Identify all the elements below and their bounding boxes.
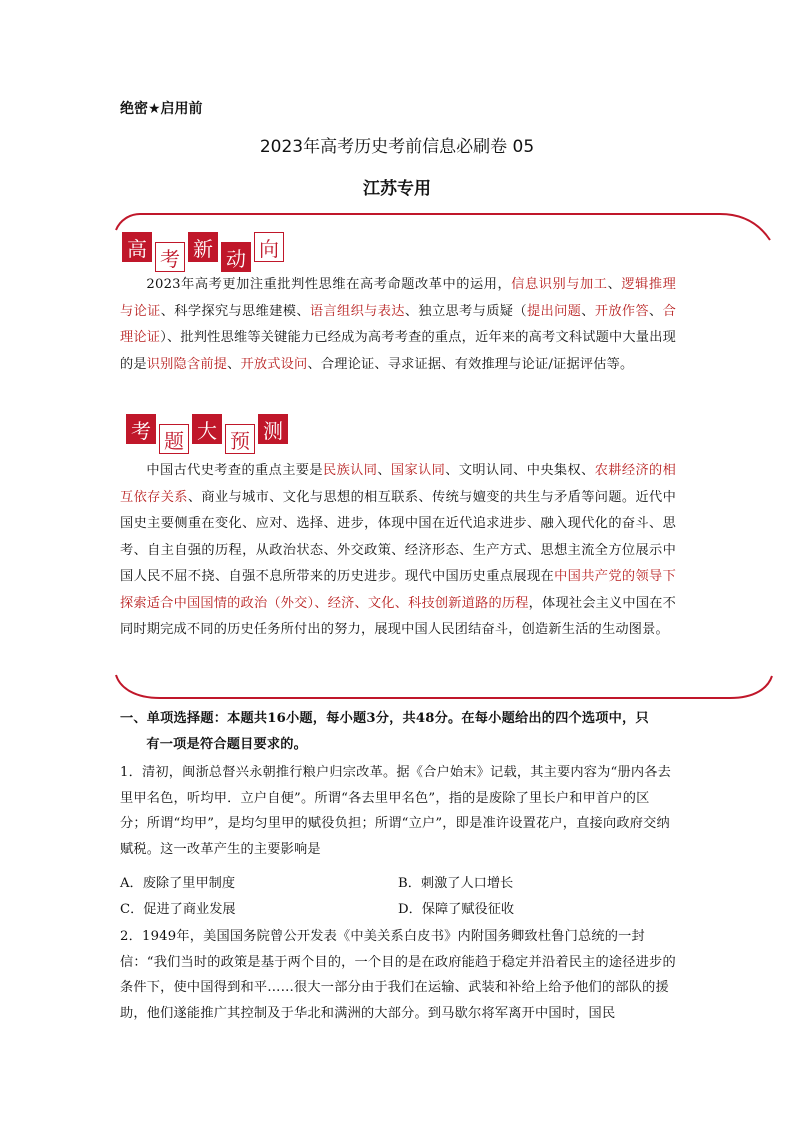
banner-char: 新 xyxy=(188,232,218,262)
section-heading-line1: 一、单项选择题：本题共16小题，每小题3分，共48分。在每小题给出的四个选项中，只 xyxy=(120,711,649,726)
paragraph-text: 、独立思考与质疑（ xyxy=(404,303,527,319)
paragraph-text: 2023年高考更加注重批判性思维在高考命题改革中的运用， xyxy=(146,277,512,292)
question-2-text: 2．1949年，美国国务院曾公开发表《中美关系白皮书》内附国务卿致杜鲁门总统的一封信：“我们当时的政策是基于两个目的，一个目的是在政府能趋于稳定并沿着民主的途径进步的条件下，使中国得到和平……很大一部分由于我们在运输、武装和补给上给予他们的部队的援助，他们遂能推广其控制及于华北和满洲的大部分。到马歇尔将军离开中国时，国民 xyxy=(120,929,676,1021)
highlighted-term: 民族认同 xyxy=(322,463,378,478)
highlighted-term: 国家认同 xyxy=(390,463,446,478)
paragraph-text: 中国古代史考查的重点主要是 xyxy=(146,463,323,478)
paragraph-text: 、 xyxy=(377,463,391,478)
highlighted-term: 农耕经济的相互依存关系 xyxy=(120,463,676,505)
confidential-label: 绝密★启用前 xyxy=(120,101,203,117)
prediction-paragraph xyxy=(120,458,676,644)
option-c: C．促进了商业发展 xyxy=(120,902,236,917)
banner-char: 动 xyxy=(221,242,251,272)
paragraph-text: 、 xyxy=(607,277,622,292)
highlighted-term: 信息识别与加工 xyxy=(511,277,608,292)
banner-char: 向 xyxy=(254,232,284,262)
highlighted-term: 开放式设问 xyxy=(240,356,308,372)
banner-char: 题 xyxy=(159,424,189,454)
highlighted-term: 语言组织与表达 xyxy=(309,303,405,319)
banner-char: 预 xyxy=(225,424,255,454)
paragraph-text: 、 xyxy=(581,303,595,319)
option-a: A．废除了里甲制度 xyxy=(120,876,236,891)
banner-char: 高 xyxy=(122,232,152,262)
highlighted-term: 中国共产党的领导下探索适合中国国情的政治（外交）、经济、文化、科技创新道路的历程 xyxy=(120,569,676,611)
highlighted-term: 提出问题 xyxy=(526,303,582,319)
option-d: D．保障了赋役征收 xyxy=(398,902,515,917)
banner-char: 大 xyxy=(192,414,222,444)
question-2 xyxy=(120,924,676,1054)
banner-predictions xyxy=(126,414,288,454)
section-heading xyxy=(120,706,676,757)
banner-char: 考 xyxy=(126,414,156,444)
page-title: 2023年高考历史考前信息必刷卷 05 xyxy=(259,137,535,157)
page-subtitle: 江苏专用 xyxy=(363,179,431,199)
paragraph-text: 、文明认同、中央集权、 xyxy=(445,463,595,478)
paragraph-text: ）、批判性思维等关键能力已经成为高考考查的重点，近年来的高考文科试题中大量出现的是 xyxy=(120,330,676,372)
paragraph-text: 、合理论证、寻求证据、有效推理与论证/证据评估等。 xyxy=(307,356,634,372)
highlighted-term: 识别隐含前提 xyxy=(146,356,228,372)
option-b: B．刺激了人口增长 xyxy=(398,876,514,891)
section-heading-line2: 有一项是符合题目要求的。 xyxy=(146,736,308,752)
highlighted-term: 逻辑推理与论证 xyxy=(120,277,676,319)
banner-new-trends xyxy=(122,232,284,272)
highlighted-term: 开放作答 xyxy=(594,303,650,319)
paragraph-text: 、商业与城市、文化与思想的相互联系、传统与嬗变的共生与矛盾等问题。近代中国史主要侧重在变化、应对、选择、进步，体现中国在近代追求进步、融入现代化的奋斗、思考、自主自强的历程，从政治状态、外交政策、经济形态、生产方式、思想主流全方位展示中国人民不屈不挠、自强不息所带来的历史进步。现代中国历史重点展现在 xyxy=(120,489,676,584)
banner-char: 考 xyxy=(155,242,185,272)
highlighted-term: 合理论证 xyxy=(120,303,677,345)
paragraph-text: 、 xyxy=(227,356,241,372)
paragraph-text: 、 xyxy=(649,303,663,319)
trend-paragraph xyxy=(120,272,676,378)
paragraph-text: 、科学探究与思维建模、 xyxy=(160,303,310,319)
banner-char: 测 xyxy=(258,414,288,444)
question-1 xyxy=(120,760,676,862)
question-1-text: 1．清初，闽浙总督兴永朝推行粮户归宗改革。据《合户始末》记载，其主要内容为“册内各去里甲名色，听均甲．立户自便”。所谓“各去里甲名色”，指的是废除了里长户和甲首户的区分；所谓“均甲”，是均匀里甲的赋役负担；所谓“立户”，即是准许设置花户，直接向政府交纳赋税。这一改革产生的主要影响是 xyxy=(120,765,672,857)
paragraph-text: ，体现社会主义中国在不同时期完成不同的历史任务所付出的努力，展现中国人民团结奋斗，创造新生活的生动图景。 xyxy=(120,595,676,637)
